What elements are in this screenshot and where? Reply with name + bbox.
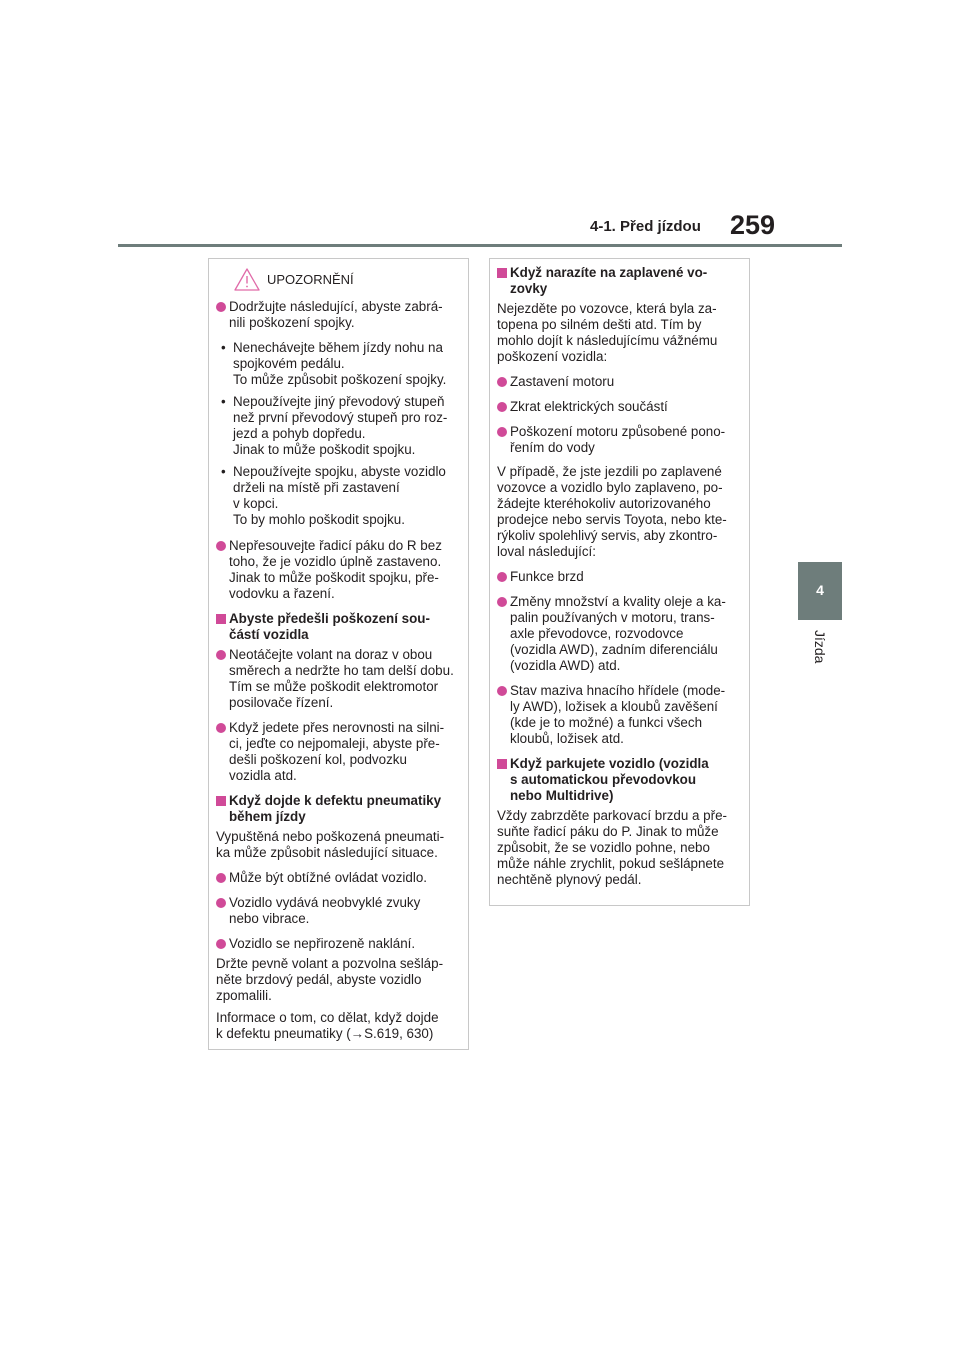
- list-item-text: Neotáčejte volant na doraz v obou směrech a nedržte ho tam delší dobu. Tím se může poškodit elektromotor posilovače řízení.: [229, 647, 454, 710]
- bullet-dot-icon: [216, 541, 226, 551]
- sub-bullet-icon: •: [221, 394, 226, 409]
- bullet-dot-icon: [216, 650, 226, 660]
- subheading-text: Abyste předešli poškození sou- částí vozidla: [229, 611, 430, 642]
- paragraph: Vypuštěná nebo poškozená pneumati- ka může způsobit následující situace.: [216, 829, 445, 860]
- list-item-text: Zkrat elektrických součástí: [510, 399, 668, 414]
- subheading-text: Když narazíte na zaplavené vo- zovky: [510, 265, 708, 296]
- list-item-text: Když jedete přes nerovnosti na silni- ci, jeďte co nejpomaleji, abyste pře- dešli poškození kol, podvozku vozidla atd.: [229, 720, 445, 783]
- paragraph: Držte pevně volant a pozvolna sešláp- něte brzdový pedál, abyste vozidlo zpomalili.: [216, 956, 444, 1003]
- bullet-dot-icon: [216, 898, 226, 908]
- list-item: [497, 399, 741, 415]
- list-item-text: Funkce brzd: [510, 569, 584, 584]
- paragraph: Vždy zabrzděte parkovací brzdu a pře- suňte řadicí páku do P. Jinak to může způsobit, že se vozidlo pohne, nebo může náhle zrychlit, pokud sešlápnete nechtěně plynový pedál.: [497, 808, 727, 887]
- subheading: [497, 756, 741, 804]
- list-item-text: Stav maziva hnacího hřídele (mode- ly AWD), ložisek a kloubů zavěšení (kde je to možné) a funkci všech kloubů, ložisek atd.: [510, 683, 726, 746]
- bullet-dot-icon: [497, 686, 507, 696]
- list-item: [497, 569, 741, 585]
- paragraph: V případě, že jste jezdili po zaplavené vozovce a vozidlo bylo zaplaveno, po- žádejte kteréhokoliv autorizovaného prodejce nebo servis Toyota, nebo kte- rýkoliv spolehlivý servis, aby zkontro- loval následující:: [497, 464, 727, 559]
- square-bullet-icon: [497, 268, 507, 278]
- list-item: [216, 538, 460, 602]
- list-item-text: Vozidlo vydává neobvyklé zvuky nebo vibrace.: [229, 895, 421, 926]
- list-item-text: Může být obtížné ovládat vozidlo.: [229, 870, 427, 885]
- bullet-dot-icon: [216, 723, 226, 733]
- square-bullet-icon: [216, 614, 226, 624]
- list-item-text: Nepřesouvejte řadicí páku do R bez toho, že je vozidlo úplně zastaveno. Jinak to může poškodit spojku, pře- vodovku a řazení.: [229, 538, 442, 601]
- bullet-dot-icon: [497, 597, 507, 607]
- list-item: [216, 720, 460, 784]
- bullet-dot-icon: [216, 873, 226, 883]
- list-item-text: Změny množství a kvality oleje a ka- palin používaných v motoru, trans- axle převodovce, rozvodovce (vozidla AWD), zadním diferenciálu (vozidla AWD) atd.: [510, 594, 726, 673]
- header-section: 4-1. Před jízdou: [590, 218, 701, 235]
- info-box: [489, 258, 750, 906]
- sub-list-item: [216, 464, 460, 528]
- bullet-dot-icon: [216, 302, 226, 312]
- list-item: [216, 647, 460, 711]
- sub-list-item: [216, 340, 460, 388]
- list-item: [216, 895, 460, 927]
- sub-list-item-text: Nenechávejte během jízdy nohu na spojkovém pedálu. To může způsobit poškození spojky.: [233, 340, 447, 387]
- chapter-label: Jízda: [812, 630, 828, 664]
- list-item: [497, 594, 741, 674]
- chapter-number: 4: [816, 582, 824, 598]
- list-item: [497, 683, 741, 747]
- list-item-text: Poškození motoru způsobené pono- řením do vody: [510, 424, 726, 455]
- bullet-dot-icon: [497, 572, 507, 582]
- square-bullet-icon: [216, 796, 226, 806]
- bullet-dot-icon: [497, 402, 507, 412]
- sub-list-item-text: Nepoužívejte jiný převodový stupeň než první převodový stupeň pro roz- jezd a pohyb dopředu. Jinak to může poškodit spojku.: [233, 394, 448, 457]
- bullet-dot-icon: [216, 939, 226, 949]
- caution-header: [216, 267, 460, 295]
- caution-box: [208, 258, 469, 1050]
- caution-title: UPOZORNĚNÍ: [267, 272, 354, 287]
- list-item: [216, 936, 460, 952]
- paragraph: Nejezděte po vozovce, která byla za- topena po silném dešti atd. Tím by mohlo dojít k následujícímu vážnému poškození vozidla:: [497, 301, 718, 364]
- subheading: [497, 265, 741, 297]
- subheading-text: Když dojde k defektu pneumatiky během jízdy: [229, 793, 442, 824]
- sub-list-item: [216, 394, 460, 458]
- sub-bullet-icon: •: [221, 464, 226, 479]
- subheading: [216, 611, 460, 643]
- bullet-dot-icon: [497, 377, 507, 387]
- list-item: [216, 870, 460, 886]
- square-bullet-icon: [497, 759, 507, 769]
- bullet-dot-icon: [497, 427, 507, 437]
- header-rule: [118, 244, 842, 247]
- subheading: [216, 793, 460, 825]
- list-item: [497, 374, 741, 390]
- subheading-text: Když parkujete vozidlo (vozidla s automatickou převodovkou nebo Multidrive): [510, 756, 709, 803]
- sub-bullet-icon: •: [221, 340, 226, 355]
- list-item-text: Vozidlo se nepřirozeně naklání.: [229, 936, 416, 951]
- list-item-text: Dodržujte následující, abyste zabrá- nili poškození spojky.: [229, 299, 443, 330]
- list-item-text: Zastavení motoru: [510, 374, 615, 389]
- page-number: 259: [730, 210, 776, 240]
- chapter-tab: [798, 562, 842, 620]
- paragraph: Informace o tom, co dělat, když dojde k defektu pneumatiky (→S.619, 630): [216, 1010, 439, 1041]
- list-item: [497, 424, 741, 456]
- list-item: [216, 299, 460, 331]
- sub-list-item-text: Nepoužívejte spojku, abyste vozidlo drželi na místě při zastavení v kopci. To by mohlo poškodit spojku.: [233, 464, 446, 527]
- warning-triangle-icon: [234, 268, 260, 291]
